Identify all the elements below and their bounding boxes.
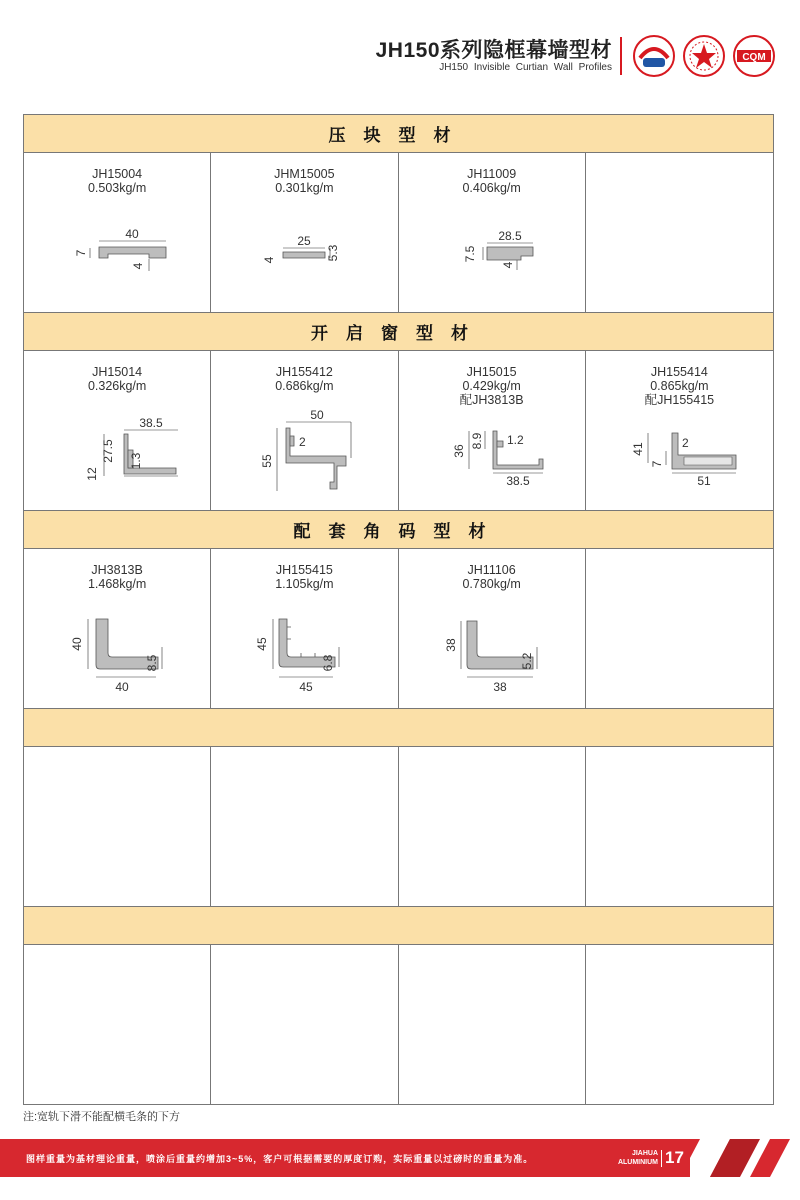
dim-thickness: 8.5 [145,654,159,672]
cqm-logo-text: CQM [742,52,766,63]
empty-cell [399,945,586,1104]
dim-thickness: 6.8 [321,654,336,672]
dim-lip: 4 [500,261,515,269]
dim-h2: 27.5 [101,439,115,463]
section-header-pressure-block: 压块型材 [24,115,773,153]
dim-h2: 7 [649,460,664,468]
brand-line-1: JIAHUA [631,1150,658,1157]
profile-weight: 0.686kg/m [275,379,334,393]
dim-height: 7 [74,249,88,257]
profile-card [399,549,586,708]
cqm-logo-icon [732,34,776,78]
profile-weight: 1.468kg/m [87,577,147,591]
table-row [24,747,773,907]
profile-card [211,153,398,312]
dim-height: 55 [260,454,275,468]
profile-drawing [399,607,586,697]
profile-code: JH15014 [92,365,143,379]
brand-line-2: ALUMINIUM [617,1159,658,1166]
profile-card [211,351,398,510]
section-header-empty [24,709,773,747]
profile-drawing [211,223,398,283]
section-header-corner-cleat: 配套角码型材 [24,511,773,549]
dim-thickness: 1.3 [129,452,143,470]
profile-drawing [399,421,586,501]
dim-thickness: 2 [681,436,689,450]
empty-cell [211,945,398,1104]
profile-card [586,351,773,510]
profile-card [399,153,586,312]
profile-weight: 0.406kg/m [462,181,521,195]
header-divider [620,37,622,75]
certification-seal-icon [682,34,726,78]
profile-drawing [399,223,586,283]
dim-thickness: 5.2 [519,652,534,670]
dim-width: 38.5 [505,474,530,488]
dim-lip: 4 [262,256,277,264]
dim-height: 41 [630,442,645,456]
empty-cell [586,747,773,906]
empty-cell [211,747,398,906]
profile-code: JH3813B [91,563,143,577]
profile-code: JH155415 [275,563,333,577]
footnote: 注:宽轨下滑不能配横毛条的下方 [23,1111,181,1123]
profile-card [24,153,211,312]
footer-divider [661,1150,662,1167]
empty-cell [399,747,586,906]
profile-weight: 0.301kg/m [275,181,334,195]
profile-weight: 0.429kg/m [462,379,521,393]
profile-code: JHM15005 [274,167,335,181]
dim-h1: 12 [85,467,99,481]
table-row [24,351,773,511]
empty-cell [586,549,773,708]
profile-drawing [586,421,773,501]
dim-width: 38 [492,680,507,694]
profile-code: JH155414 [650,365,708,379]
profile-weight: 0.780kg/m [462,577,521,591]
dim-lip: 4 [131,262,145,270]
dim-width: 45 [299,680,313,694]
dim-height: 7.5 [462,245,477,263]
dim-width: 50 [310,408,324,422]
empty-cell [24,747,211,906]
profile-drawing [24,223,211,283]
empty-cell [586,945,773,1104]
footer-disclaimer: 图样重量为基材理论重量，喷涂后重量约增加3~5%，客户可根据需要的厚度订购，实际重量以过磅时的重量为准。 [26,1154,534,1164]
company-logo-icon [632,34,676,78]
profile-code: JH15015 [466,365,517,379]
table-row [24,549,773,709]
dim-h2: 8.9 [469,432,484,450]
profile-card [24,351,211,510]
footer-brand [600,1149,658,1167]
table-row [24,153,773,313]
profile-weight: 1.105kg/m [275,577,334,591]
profile-pairing-note: 配JH155415 [644,393,715,407]
profile-card [211,549,398,708]
dim-width: 38.5 [139,416,163,430]
dim-width: 25 [297,234,311,248]
profile-weight: 0.326kg/m [87,379,147,393]
empty-cell [24,945,211,1104]
profile-code: JH11106 [467,563,516,577]
page-number: 17 [665,1148,684,1167]
dim-height: 45 [255,637,270,651]
profile-drawing [24,607,211,697]
dim-height: 38 [443,638,458,652]
profile-pairing-note: 配JH3813B [459,393,524,407]
dim-width: 40 [125,227,139,241]
profile-table [23,114,774,1105]
profile-drawing [211,607,398,697]
empty-cell [586,153,773,312]
dim-width: 40 [115,680,129,694]
profile-card [399,351,586,510]
dim-thickness: 2 [299,435,306,449]
table-row [24,945,773,1104]
dim-width: 28.5 [497,229,522,243]
section-header-empty [24,907,773,945]
dim-height: 5.3 [326,244,341,262]
profile-drawing [24,406,211,486]
profile-weight: 0.865kg/m [650,379,709,393]
dim-h1: 36 [451,444,466,458]
page-subtitle: JH150 Invisible Curtian Wall Profiles [439,62,612,73]
chevron-stripe-icon [690,1139,800,1189]
profile-code: JH155412 [275,365,333,379]
dim-height: 40 [70,637,84,651]
dim-thickness: 1.2 [506,433,524,447]
page-title: JH150系列隐框幕墙型材 [375,39,612,62]
dim-width: 51 [697,474,711,488]
section-header-casement: 开启窗型材 [24,313,773,351]
profile-card [24,549,211,708]
profile-drawing [211,406,398,496]
profile-weight: 0.503kg/m [87,181,147,195]
profile-code: JH15004 [92,167,143,181]
profile-code: JH11009 [467,167,517,181]
